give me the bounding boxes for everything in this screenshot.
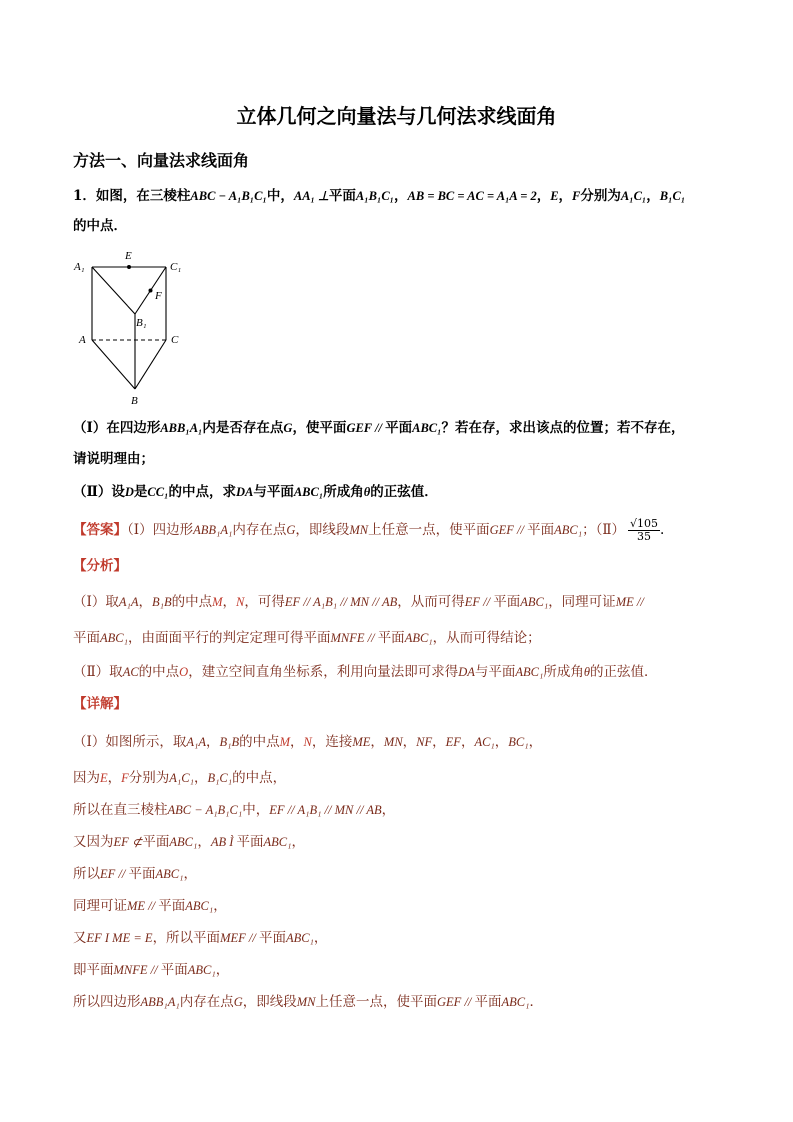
question-1-line-2: 请说明理由； <box>73 451 154 467</box>
math-segment: NF <box>416 735 433 749</box>
math-quad: ABB₁A₁ <box>193 523 233 537</box>
detail-line-8 <box>73 960 229 980</box>
analysis-text: ，同理可证 <box>548 594 616 610</box>
edge-cb <box>135 340 166 389</box>
math-point-o: O <box>179 665 189 679</box>
math-parallel-chain: EF // A₁B₁ // MN // AB <box>269 803 382 817</box>
answer-text: ，即线段 <box>295 522 350 538</box>
question-text: 是 <box>133 484 148 500</box>
analysis-text: ，由面面平行的判定定理可得平面 <box>127 630 331 646</box>
detail-text: 因为 <box>73 770 100 786</box>
problem-number: 1． <box>73 188 96 204</box>
math-theta: θ <box>363 485 371 499</box>
analysis-text: 平面 <box>73 630 100 646</box>
label-b1: B₁ <box>136 317 147 329</box>
math-plane-gef: GEF // <box>437 995 475 1009</box>
question-text: ？若在存，求出该点的位置；若不存在， <box>441 420 685 436</box>
detail-text: 分别为 <box>128 770 170 786</box>
detail-text: ， <box>107 770 122 786</box>
math-point-g: G <box>233 995 243 1009</box>
math-segment: B₁B <box>219 735 240 749</box>
math-segment: MN <box>383 735 403 749</box>
analysis-text: 所成角 <box>543 664 584 680</box>
detail-text: 同理可证 <box>73 898 127 914</box>
label-a1: A₁ <box>74 261 85 273</box>
math-segment: MN <box>296 995 316 1009</box>
math-segment: A₁C₁ <box>620 189 647 203</box>
detail-text: ， <box>193 770 208 786</box>
problem-line-2: 的中点． <box>73 218 127 234</box>
math-point-e: E <box>550 189 559 203</box>
detail-text: ， <box>370 734 384 750</box>
answer-text: 平面 <box>527 522 555 538</box>
answer-tag: 【答案】 <box>73 522 127 538</box>
analysis-line-2 <box>73 628 541 648</box>
detail-text: 平面 <box>142 834 170 850</box>
analysis-line-1 <box>73 592 644 612</box>
detail-text: ， <box>197 834 211 850</box>
prism-figure <box>70 244 195 409</box>
math-plane-abc1: ABC₁ <box>520 595 549 609</box>
detail-text: ，即线段 <box>242 994 297 1010</box>
math-segment: B₁B <box>151 595 172 609</box>
answer-text: ；（Ⅱ） <box>582 522 626 538</box>
analysis-text: ，可得 <box>244 594 285 610</box>
detail-text: 平面 <box>258 930 286 946</box>
label-f: F <box>155 290 162 302</box>
question-text: 平面 <box>385 420 413 436</box>
detail-line-3 <box>73 800 395 820</box>
math-point-g: G <box>286 523 296 537</box>
math-segment: A₁A <box>186 735 206 749</box>
math-segment: DA <box>458 665 475 679</box>
math-parallel-chain: EF // A₁B₁ // MN // AB <box>284 595 398 609</box>
analysis-line-3 <box>73 662 657 682</box>
math-segment: A₁A <box>118 595 139 609</box>
detail-text: （Ⅰ）如图所示，取 <box>73 734 187 750</box>
math-prism: ABC − A₁B₁C₁ <box>190 189 267 203</box>
math-lengths: AB = BC = AC = A₁A = 2 <box>407 189 537 203</box>
detail-text: ， <box>432 734 446 750</box>
detail-line-4 <box>73 832 305 852</box>
problem-text: 中， <box>266 188 294 204</box>
problem-text: ， <box>536 188 551 204</box>
math-plane-gef: GEF // <box>489 523 528 537</box>
math-point-n: N <box>236 595 245 609</box>
edge-ab <box>92 340 135 389</box>
math-plane-abc1: ABC₁ <box>285 931 314 945</box>
question-1-line-1 <box>73 418 684 438</box>
analysis-text: ，从而可得 <box>397 594 465 610</box>
math-plane-abc1: ABC₁ <box>155 867 184 881</box>
analysis-tag-text: 【分析】 <box>73 558 127 574</box>
analysis-tag <box>73 556 127 576</box>
detail-text: ， <box>528 734 543 750</box>
question-text: 所成角 <box>323 484 364 500</box>
math-intersection: EF I ME = E <box>86 931 153 945</box>
detail-line-7 <box>73 928 327 948</box>
math-segment: DA <box>235 485 254 499</box>
math-point-n: N <box>303 735 312 749</box>
detail-text: 平面 <box>128 866 156 882</box>
question-text: ，使平面 <box>292 420 347 436</box>
detail-line-6 <box>73 896 227 916</box>
detail-text: 平面 <box>160 962 188 978</box>
fraction-denominator: 35 <box>637 530 652 543</box>
detail-text: 平面 <box>158 898 186 914</box>
math-me: ME // <box>615 595 644 609</box>
detail-line-5 <box>73 864 197 884</box>
math-point-f: F <box>572 189 581 203</box>
edge-a1b1 <box>92 267 135 314</box>
question-text: 的中点，求 <box>168 484 236 500</box>
analysis-text: （Ⅱ）取 <box>73 664 123 680</box>
answer-text: 内存在点 <box>232 522 287 538</box>
detail-tag <box>73 694 127 714</box>
label-c1: C₁ <box>170 261 182 273</box>
math-ef: EF // <box>464 595 494 609</box>
math-point-m: M <box>212 595 223 609</box>
question-text: （Ⅰ）在四边形 <box>73 420 161 436</box>
detail-text: ， <box>291 834 305 850</box>
analysis-text: ，从而可得结论； <box>432 630 541 646</box>
detail-text: 又 <box>73 930 87 946</box>
page-title: 立体几何之向量法与几何法求线面角 <box>236 104 557 128</box>
analysis-text: ，建立空间直角坐标系，利用向量法即可求得 <box>188 664 459 680</box>
question-text: 与平面 <box>253 484 294 500</box>
detail-text: ， <box>381 802 396 818</box>
detail-text: 上任意一点，使平面 <box>315 994 438 1010</box>
math-segment: MN <box>349 523 369 537</box>
detail-text: ， <box>402 734 417 750</box>
analysis-text: 的正弦值． <box>589 664 658 680</box>
math-segment: B₁C₁ <box>207 771 233 785</box>
math-point-d: D <box>124 485 134 499</box>
detail-text: 所以四边形 <box>73 994 141 1010</box>
detail-text: 的中点， <box>232 770 287 786</box>
math-plane-mef: MEF // <box>220 931 259 945</box>
math-segment: AC <box>122 665 139 679</box>
problem-text: 分别为 <box>580 188 621 204</box>
problem-text: 平面 <box>328 188 356 204</box>
math-plane-abc1: ABC₁ <box>100 631 128 645</box>
math-plane-abc1: ABC₁ <box>187 963 216 977</box>
detail-line-1 <box>73 732 542 752</box>
math-point-g: G <box>283 421 293 435</box>
detail-text: ，所以平面 <box>152 930 221 946</box>
detail-text: 又因为 <box>73 834 114 850</box>
answer-text: 上任意一点，使平面 <box>368 522 490 538</box>
detail-text: ， <box>494 734 509 750</box>
detail-text: 平面 <box>474 994 502 1010</box>
analysis-text: 平面 <box>377 630 405 646</box>
detail-text: ， <box>313 930 328 946</box>
math-segment: A₁C₁ <box>169 771 194 785</box>
math-segment: EF <box>445 735 461 749</box>
math-quad: ABB₁A₁ <box>140 995 180 1009</box>
analysis-text: （Ⅰ）取 <box>73 594 119 610</box>
detail-line-2 <box>73 768 286 788</box>
label-e: E <box>125 250 132 262</box>
problem-text: ， <box>394 188 408 204</box>
label-b: B <box>131 395 138 407</box>
label-a: A <box>79 334 86 346</box>
detail-text: 的中点 <box>239 734 280 750</box>
math-quad: ABB₁A₁ <box>160 421 203 435</box>
question-2 <box>73 482 438 502</box>
answer-text: （Ⅰ）四边形 <box>127 522 194 538</box>
math-plane-abc1: ABC₁ <box>412 421 442 435</box>
math-ef: EF // <box>100 867 129 881</box>
point-f-dot <box>149 289 153 293</box>
problem-text: 如图，在三棱柱 <box>95 188 191 204</box>
math-segment: BC₁ <box>508 735 529 749</box>
detail-text: 所以在直三棱柱 <box>73 802 168 818</box>
detail-text: 所以 <box>73 866 100 882</box>
detail-text: ， <box>183 866 197 882</box>
detail-text: 即平面 <box>73 962 114 978</box>
detail-text: ， <box>205 734 220 750</box>
question-text: 内是否存在点 <box>202 420 284 436</box>
math-plane-abc1: ABC₁ <box>293 485 324 499</box>
question-text: （Ⅱ）设 <box>73 484 125 500</box>
math-point-f: F <box>121 771 129 785</box>
point-e-dot <box>127 265 131 269</box>
math-theta: θ <box>583 665 590 679</box>
analysis-text: 与平面 <box>474 664 516 680</box>
math-point-m: M <box>279 735 291 749</box>
math-perp: AA₁ ⊥ <box>293 189 329 203</box>
math-plane-abc1: ABC₁ <box>404 631 433 645</box>
math-plane-abc1: ABC₁ <box>515 665 544 679</box>
analysis-text: 的中点 <box>171 594 213 610</box>
question-text: 的正弦值． <box>370 484 438 500</box>
problem-text: ， <box>558 188 573 204</box>
answer-fraction <box>628 518 660 543</box>
math-plane-mnfe: MNFE // <box>330 631 378 645</box>
detail-text: ， <box>460 734 475 750</box>
detail-text: ， <box>215 962 230 978</box>
math-segment: B₁C₁ <box>659 189 686 203</box>
math-plane: A₁B₁C₁ <box>355 189 395 203</box>
analysis-text: ， <box>138 594 152 610</box>
math-plane-gef: GEF // <box>346 421 386 435</box>
math-me: ME // <box>127 899 159 913</box>
detail-text: 中， <box>242 802 270 818</box>
label-c: C <box>171 334 179 346</box>
math-plane-abc1: ABC₁ <box>263 835 292 849</box>
problem-text: ， <box>646 188 660 204</box>
analysis-text: ， <box>222 594 237 610</box>
math-plane-abc1: ABC₁ <box>501 995 530 1009</box>
math-plane-abc1: ABC₁ <box>554 523 583 537</box>
math-plane-mnfe: MNFE // <box>113 963 161 977</box>
detail-text: 平面 <box>236 834 264 850</box>
math-point-e: E <box>100 771 108 785</box>
fraction-numerator: √105 <box>630 517 659 530</box>
detail-text: ，连接 <box>311 734 353 750</box>
detail-text: ． <box>529 994 543 1010</box>
detail-line-9 <box>73 992 543 1012</box>
detail-tag-text: 【详解】 <box>73 696 127 712</box>
answer-line <box>73 518 664 543</box>
math-ef-not-in: EF ⊄ <box>113 835 143 849</box>
answer-end: . <box>660 522 665 538</box>
problem-line-1 <box>73 186 685 206</box>
math-segment: CC₁ <box>147 485 169 499</box>
math-ab-in: AB Ì <box>210 835 237 849</box>
math-segment: ME <box>352 735 371 749</box>
math-prism: ABC − A₁B₁C₁ <box>167 803 243 817</box>
analysis-text: 的中点 <box>138 664 180 680</box>
math-plane-abc1: ABC₁ <box>185 899 214 913</box>
math-segment: AC₁ <box>474 735 495 749</box>
detail-text: 内存在点 <box>179 994 234 1010</box>
detail-text: ， <box>290 734 304 750</box>
section-heading: 方法一、向量法求线面角 <box>73 151 250 170</box>
analysis-text: 平面 <box>493 594 521 610</box>
math-plane-abc1: ABC₁ <box>169 835 198 849</box>
detail-text: ， <box>213 898 227 914</box>
